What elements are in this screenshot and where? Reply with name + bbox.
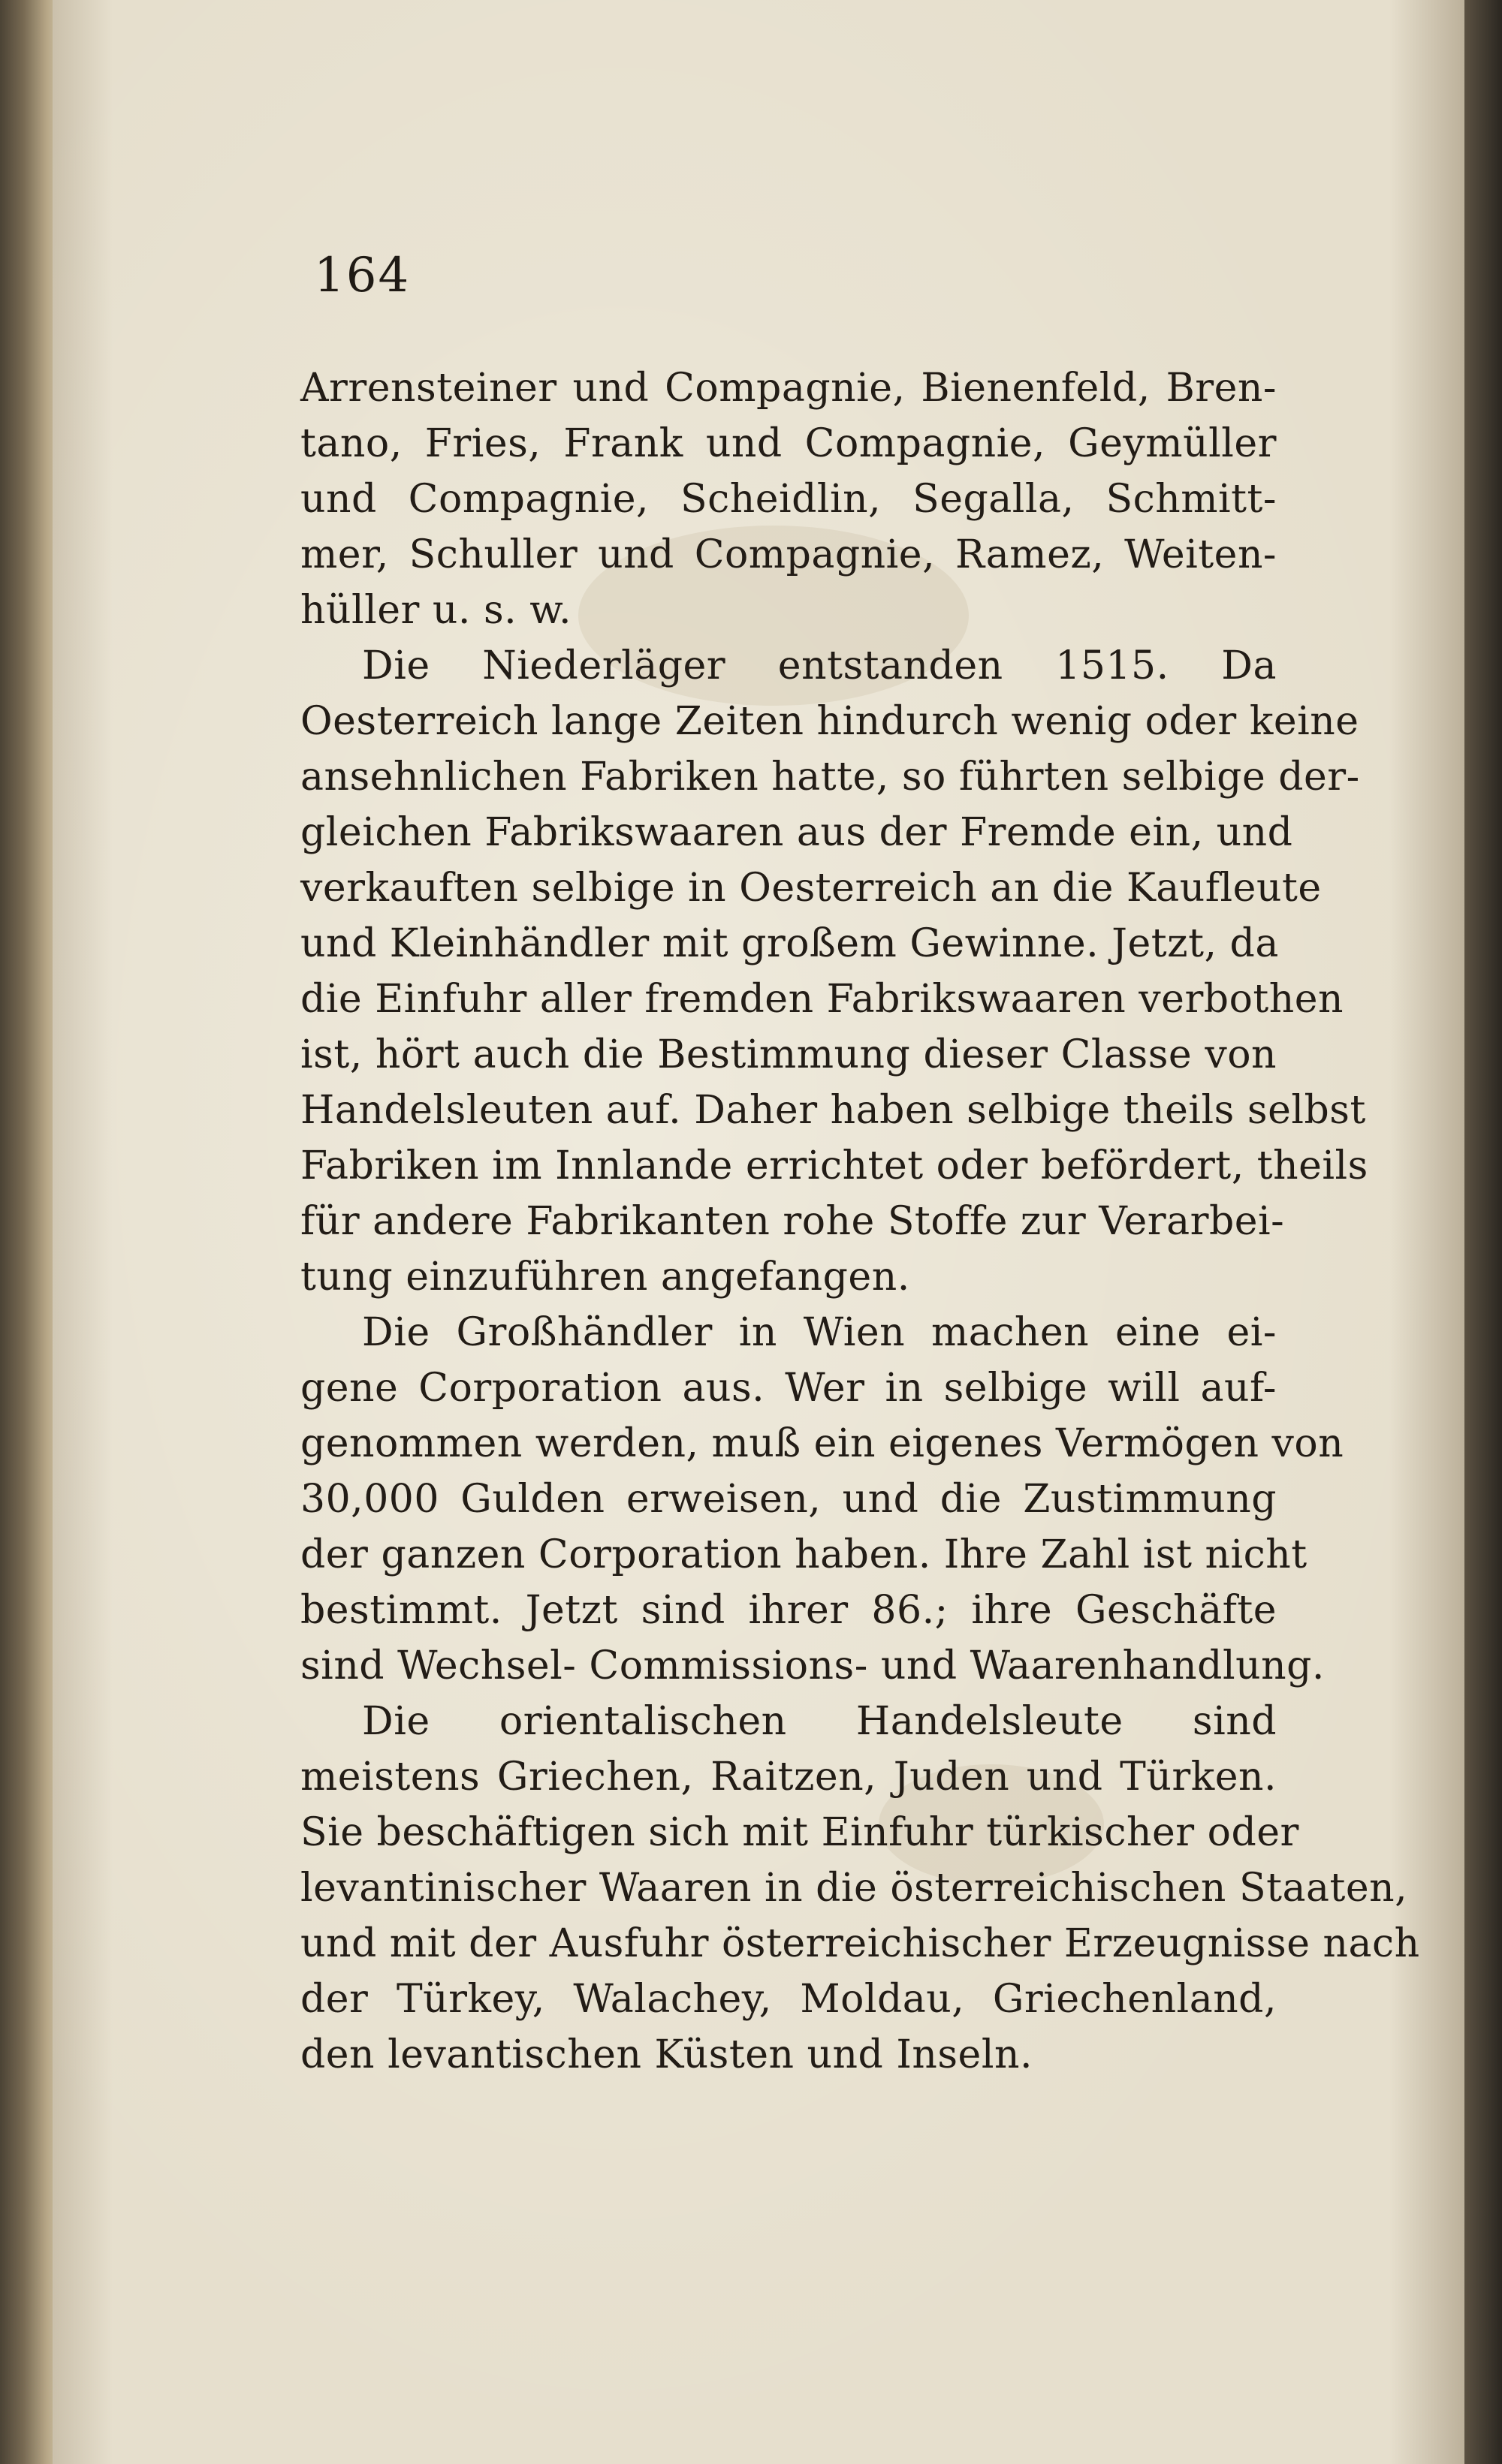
paragraph: [300, 360, 1277, 638]
text-line: ist, hört auch die Bestimmung dieser Classe von: [300, 1032, 1277, 1077]
text-line: bestimmt. Jetzt sind ihrer 86.; ihre Geschäfte: [300, 1588, 1277, 1633]
text-line: die Einfuhr aller fremden Fabrikswaaren verbothen: [300, 977, 1344, 1022]
text-line: Fabriken im Innlande errichtet oder befördert, theils: [300, 1143, 1368, 1188]
page-number: 164: [314, 248, 411, 303]
paragraph: [300, 638, 1368, 1305]
text-line: genommen werden, muß ein eigenes Vermögen von: [300, 1421, 1344, 1466]
text-line: der Türkey, Walachey, Moldau, Griechenland,: [300, 1977, 1277, 2022]
text-line: verkauften selbige in Oesterreich an die Kaufleute: [300, 866, 1322, 911]
paragraph: [300, 1694, 1420, 2083]
text-line: meistens Griechen, Raitzen, Juden und Türken.: [300, 1755, 1277, 1800]
text-line: und Kleinhändler mit großem Gewinne. Jetzt, da: [300, 921, 1279, 966]
text-line: hüller u. s. w.: [300, 588, 572, 633]
text-line: Die orientalischen Handelsleute sind: [362, 1699, 1277, 1744]
text-line: den levantischen Küsten und Inseln.: [300, 2032, 1033, 2077]
text-line: für andere Fabrikanten rohe Stoffe zur Verarbei-: [300, 1199, 1285, 1244]
text-line: gleichen Fabrikswaaren aus der Fremde ein, und: [300, 810, 1293, 855]
text-line: ansehnlichen Fabriken hatte, so führten selbige der-: [300, 755, 1360, 800]
book-right-edge: [1464, 0, 1502, 2464]
text-line: gene Corporation aus. Wer in selbige will auf-: [300, 1366, 1277, 1411]
text-line: tano, Fries, Frank und Compagnie, Geymüller: [300, 421, 1277, 466]
text-line: 30,000 Gulden erweisen, und die Zustimmung: [300, 1477, 1277, 1522]
text-line: sind Wechsel- Commissions- und Waarenhandlung.: [300, 1643, 1325, 1688]
text-line: mer, Schuller und Compagnie, Ramez, Weiten-: [300, 532, 1277, 577]
text-line: und Compagnie, Scheidlin, Segalla, Schmitt-: [300, 477, 1277, 522]
text-line: Die Niederläger entstanden 1515. Da: [362, 643, 1277, 688]
paragraph: [300, 1305, 1344, 1694]
text-line: der ganzen Corporation haben. Ihre Zahl ist nicht: [300, 1532, 1307, 1577]
text-line: und mit der Ausfuhr österreichischer Erzeugnisse nach: [300, 1921, 1420, 1966]
text-line: levantinischer Waaren in die österreichischen Staaten,: [300, 1866, 1408, 1911]
page-text: [300, 360, 1420, 2083]
text-line: Arrensteiner und Compagnie, Bienenfeld, Bren-: [300, 366, 1277, 411]
text-line: Handelsleuten auf. Daher haben selbige theils selbst: [300, 1088, 1366, 1133]
text-line: Die Großhändler in Wien machen eine ei-: [362, 1310, 1277, 1355]
text-line: tung einzuführen angefangen.: [300, 1255, 910, 1300]
text-line: Sie beschäftigen sich mit Einfuhr türkischer oder: [300, 1810, 1299, 1855]
text-line: Oesterreich lange Zeiten hindurch wenig oder keine: [300, 699, 1359, 744]
